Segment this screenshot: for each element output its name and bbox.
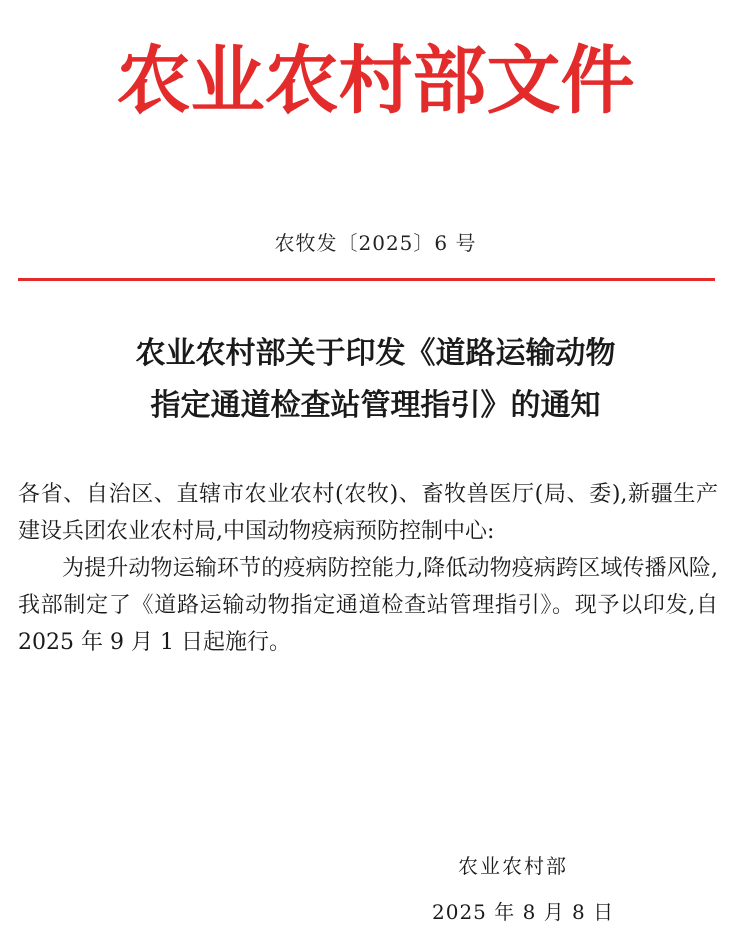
document-header-title: 农业农村部文件 (116, 38, 635, 124)
document-number: 农牧发〔2025〕6 号 (274, 231, 477, 255)
notice-title-line-1: 农业农村部关于印发《道路运输动物 (135, 336, 616, 371)
notice-body (18, 476, 718, 661)
notice-title-line-2: 指定通道检查站管理指引》的通知 (150, 388, 601, 423)
body-paragraph-1: 为提升动物运输环节的疫病防控能力,降低动物疫病跨区域传播风险,我部制定了《道路运输动物指定通道检查站管理指引》。现予以印发,自 2025 年 9 月 1 日起施行。 (18, 556, 718, 655)
notice-title (0, 328, 751, 432)
recipients-paragraph: 各省、自治区、直辖市农业农村(农牧)、畜牧兽医厅(局、委),新疆生产建设兵团农业农村局,中国动物疫病预防控制中心: (18, 482, 718, 544)
signature-organization: 农业农村部 (458, 854, 568, 878)
red-divider-line (18, 278, 715, 281)
signature-date: 2025 年 8 月 8 日 (432, 900, 615, 924)
